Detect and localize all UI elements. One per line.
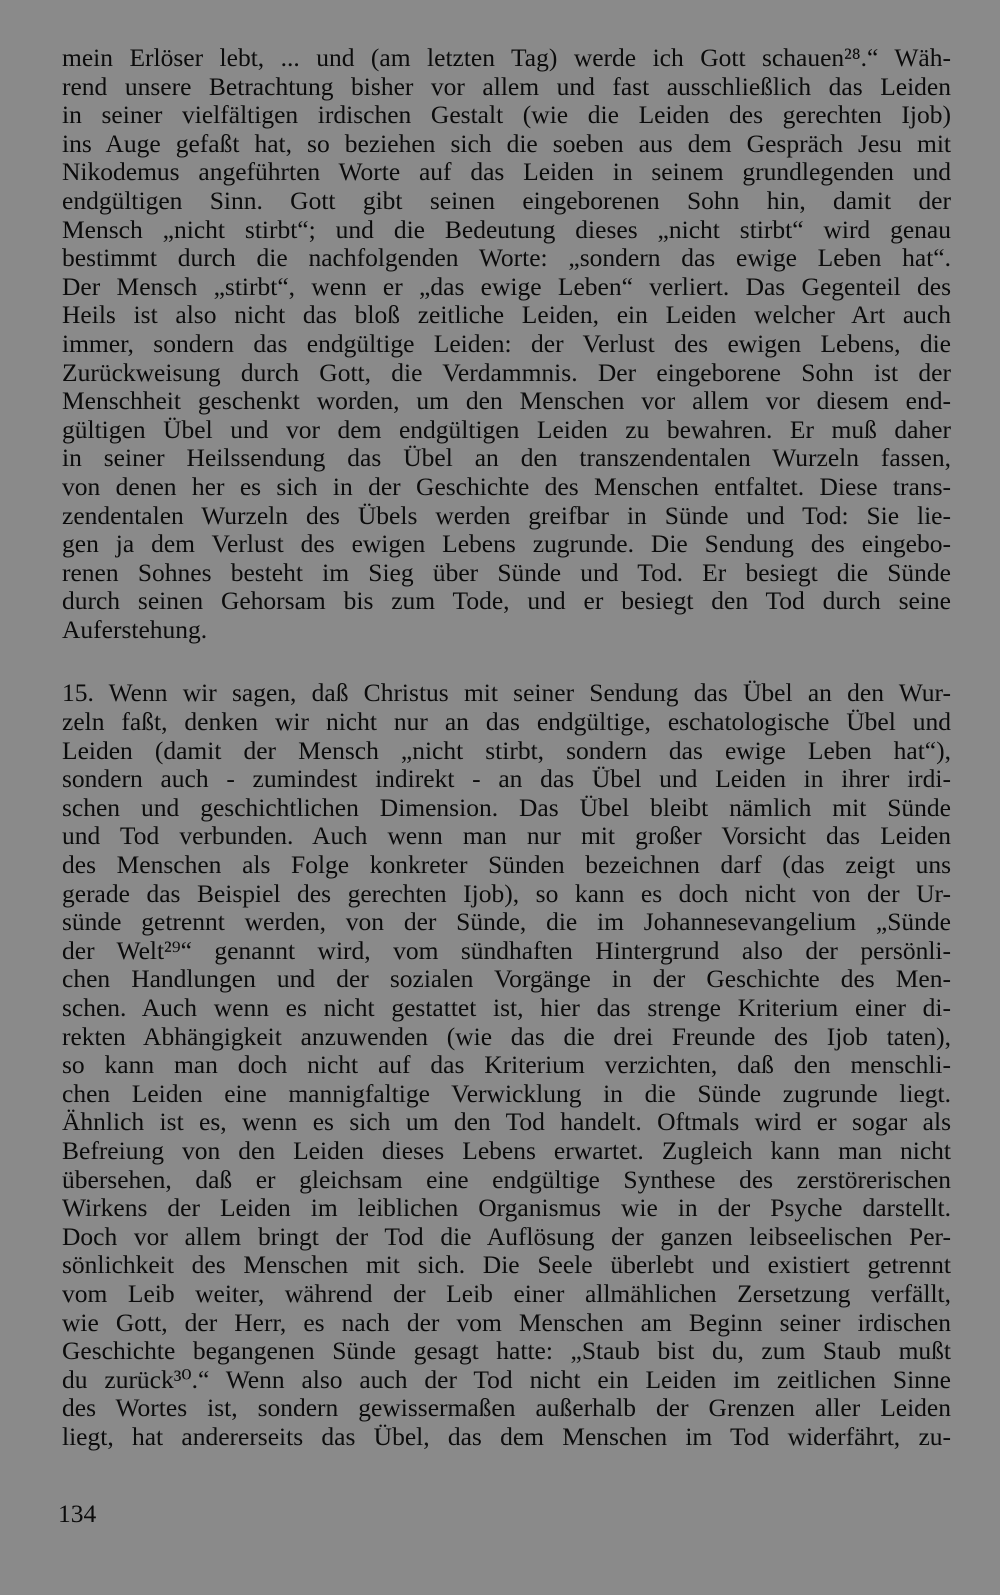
paragraph-1	[62, 44, 951, 644]
text-line: sondern auch - zumindest indirekt - an das Übel und Leiden in ihrer irdi-	[62, 764, 951, 794]
text-line: gültigen Übel und vor dem endgültigen Leiden zu bewahren. Er muß daher	[62, 414, 951, 444]
text-line: durch seinen Gehorsam bis zum Tode, und er besiegt den Tod durch seine	[62, 586, 951, 616]
text-line: gen ja dem Verlust des ewigen Lebens zugrunde. Die Sendung des eingebo-	[62, 529, 951, 559]
text-line: sönlichkeit des Menschen mit sich. Die Seele überlebt und existiert getrennt	[62, 1250, 951, 1280]
text-line: in seiner vielfältigen irdischen Gestalt (wie die Leiden des gerechten Ijob)	[62, 100, 951, 130]
text-line: renen Sohnes besteht im Sieg über Sünde und Tod. Er besiegt die Sünde	[62, 557, 951, 587]
text-line: Wirkens der Leiden im leiblichen Organismus wie in der Psyche darstellt.	[62, 1193, 951, 1223]
text-line: der Welt²⁹“ genannt wird, vom sündhaften Hintergrund also der persönli-	[62, 935, 951, 965]
text-line: rend unsere Betrachtung bisher vor allem und fast ausschließlich das Leiden	[62, 71, 951, 101]
text-line: des Wortes ist, sondern gewissermaßen außerhalb der Grenzen aller Leiden	[62, 1393, 951, 1423]
text-line: immer, sondern das endgültige Leiden: der Verlust des ewigen Lebens, die	[62, 328, 951, 358]
text-line: ins Auge gefaßt hat, so beziehen sich die soeben aus dem Gespräch Jesu mit	[62, 128, 951, 158]
text-line: endgültigen Sinn. Gott gibt seinen eingeborenen Sohn hin, damit der	[62, 185, 951, 215]
text-line: chen Leiden eine mannigfaltige Verwicklung in die Sünde zugrunde liegt.	[62, 1078, 951, 1108]
text-line: Auferstehung.	[62, 614, 208, 644]
text-line: des Menschen als Folge konkreter Sünden bezeichnen darf (das zeigt uns	[62, 850, 951, 880]
text-line: Ähnlich ist es, wenn es sich um den Tod handelt. Oftmals wird er sogar als	[62, 1107, 951, 1137]
paragraph-2	[62, 679, 951, 1451]
text-line: übersehen, daß er gleichsam eine endgültige Synthese des zerstörerischen	[62, 1164, 951, 1194]
text-line: mein Erlöser lebt, ... und (am letzten Tag) werde ich Gott schauen²⁸.“ Wäh-	[62, 43, 951, 72]
text-line: Befreiung von den Leiden dieses Lebens erwartet. Zugleich kann man nicht	[62, 1135, 951, 1165]
text-line: und Tod verbunden. Auch wenn man nur mit großer Vorsicht das Leiden	[62, 821, 951, 851]
text-line: Menschheit geschenkt worden, um den Menschen vor allem vor diesem end-	[62, 386, 951, 416]
text-line: in seiner Heilssendung das Übel an den transzendentalen Wurzeln fassen,	[62, 443, 951, 473]
text-line: Nikodemus angeführten Worte auf das Leiden in seinem grundlegenden und	[62, 157, 951, 187]
text-line: zeln faßt, denken wir nicht nur an das endgültige, eschatologische Übel und	[62, 707, 951, 737]
text-line: von denen her es sich in der Geschichte des Menschen entfaltet. Diese trans-	[62, 471, 951, 501]
page-number: 134	[58, 1499, 97, 1528]
text-line: Leiden (damit der Mensch „nicht stirbt, sondern das ewige Leben hat“),	[62, 735, 951, 765]
text-line: sünde getrennt werden, von der Sünde, die im Johannesevangelium „Sünde	[62, 907, 951, 937]
text-line: du zurück³⁰.“ Wenn also auch der Tod nicht ein Leiden im zeitlichen Sinne	[62, 1364, 951, 1394]
text-line: Der Mensch „stirbt“, wenn er „das ewige Leben“ verliert. Das Gegenteil des	[62, 271, 951, 301]
text-line: so kann man doch nicht auf das Kriterium verzichten, daß den menschli-	[62, 1050, 951, 1080]
text-line: vom Leib weiter, während der Leib einer allmählichen Zersetzung verfällt,	[62, 1278, 951, 1308]
text-line: liegt, hat andererseits das Übel, das dem Menschen im Tod widerfährt, zu-	[62, 1421, 951, 1451]
text-line: chen Handlungen und der sozialen Vorgänge in der Geschichte des Men-	[62, 964, 951, 994]
text-line: rekten Abhängigkeit anzuwenden (wie das die drei Freunde des Ijob taten),	[62, 1021, 951, 1051]
text-line: 15. Wenn wir sagen, daß Christus mit seiner Sendung das Übel an den Wur-	[62, 678, 951, 708]
text-line: schen. Auch wenn es nicht gestattet ist, hier das strenge Kriterium einer di-	[62, 993, 951, 1022]
text-line: wie Gott, der Herr, es nach der vom Menschen am Beginn seiner irdischen	[62, 1307, 951, 1337]
text-line: Mensch „nicht stirbt“; und die Bedeutung dieses „nicht stirbt“ wird genau	[62, 214, 951, 244]
text-line: schen und geschichtlichen Dimension. Das Übel bleibt nämlich mit Sünde	[62, 792, 951, 822]
text-line: Doch vor allem bringt der Tod die Auflösung der ganzen leibseelischen Per-	[62, 1221, 951, 1251]
text-line: bestimmt durch die nachfolgenden Worte: „sondern das ewige Leben hat“.	[62, 243, 951, 273]
text-line: Geschichte begangenen Sünde gesagt hatte: „Staub bist du, zum Staub mußt	[62, 1336, 951, 1366]
book-page	[62, 44, 951, 1452]
text-line: Heils ist also nicht das bloß zeitliche Leiden, ein Leiden welcher Art auch	[62, 300, 951, 330]
text-line: Zurückweisung durch Gott, die Verdammnis. Der eingeborene Sohn ist der	[62, 357, 951, 387]
text-line: zendentalen Wurzeln des Übels werden greifbar in Sünde und Tod: Sie lie-	[62, 500, 951, 530]
text-line: gerade das Beispiel des gerechten Ijob), so kann es doch nicht von der Ur-	[62, 878, 951, 908]
